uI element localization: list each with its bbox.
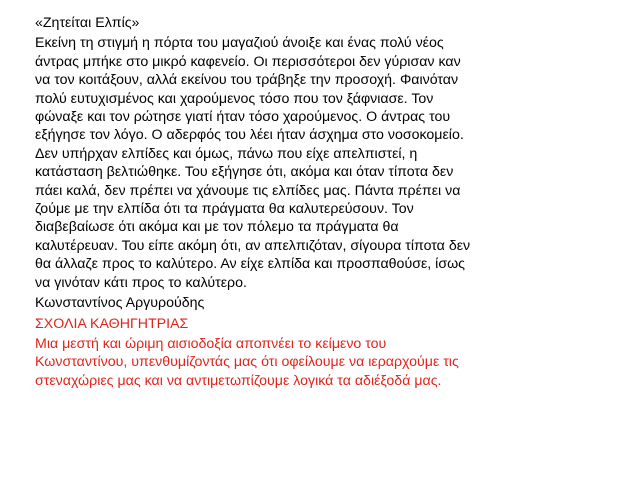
- story-title: «Ζητείται Ελπίς»: [35, 15, 140, 31]
- story-body: Εκείνη τη στιγμή η πόρτα του μαγαζιού άνοιξε και ένας πολύ νέος άντρας μπήκε στο μικρό καφενείο. Οι περισσότεροι δεν γύρισαν καν να τον κοιτάξουν, αλλά εκείνου του τράβηξε την προσοχή. Φαινόταν πολύ ευτυχισμένος και χαρούμενος τόσο που τον ξάφνιασε. Τον φώναξε και τον ρώτησε γιατί ήταν τόσο χαρούμενος. Ο άντρας του εξήγησε τον λόγο. Ο αδερφός του λέει ήταν άσχημα στο νοσοκομείο. Δεν υπήρχαν ελπίδες και όμως, πάνω που είχε απελπιστεί, η κατάσταση βελτιώθηκε. Του εξήγησε ότι, ακόμα και όταν τίποτα δεν πάει καλά, δεν πρέπει να χάνουμε τις ελπίδες μας. Πάντα πρέπει να ζούμε με την ελπίδα ότι τα πράγματα θα καλυτερεύσουν. Τον διαβεβαίωσε ότι ακόμα και με τον πόλεμο τα πράγματα θα καλυτέρευαν. Του είπε ακόμη ότι, αν απελπιζόταν, σίγουρα τίποτα δεν θα άλλαζε προς το καλύτερο. Αν είχε ελπίδα και προσπαθούσε, ίσως να γινόταν κάτι προς το καλύτερο.: [35, 35, 471, 291]
- author-name: Κωνσταντίνος Αργυρούδης: [35, 295, 205, 312]
- teacher-comments-heading: ΣΧΟΛΙΑ ΚΑΘΗΓΗΤΡΙΑΣ: [35, 315, 189, 332]
- teacher-comments-text: Μια μεστή και ώριμη αισιοδοξία αποπνέει το κείμενο του Κωνσταντίνου, υπενθυμίζοντάς μας ότι οφείλουμε να ιεραρχούμε τις στεναχώριες μας και να αντιμετωπίζουμε λογικά τα αδιέξοδά μας.: [35, 335, 459, 389]
- slide-content: [35, 14, 615, 390]
